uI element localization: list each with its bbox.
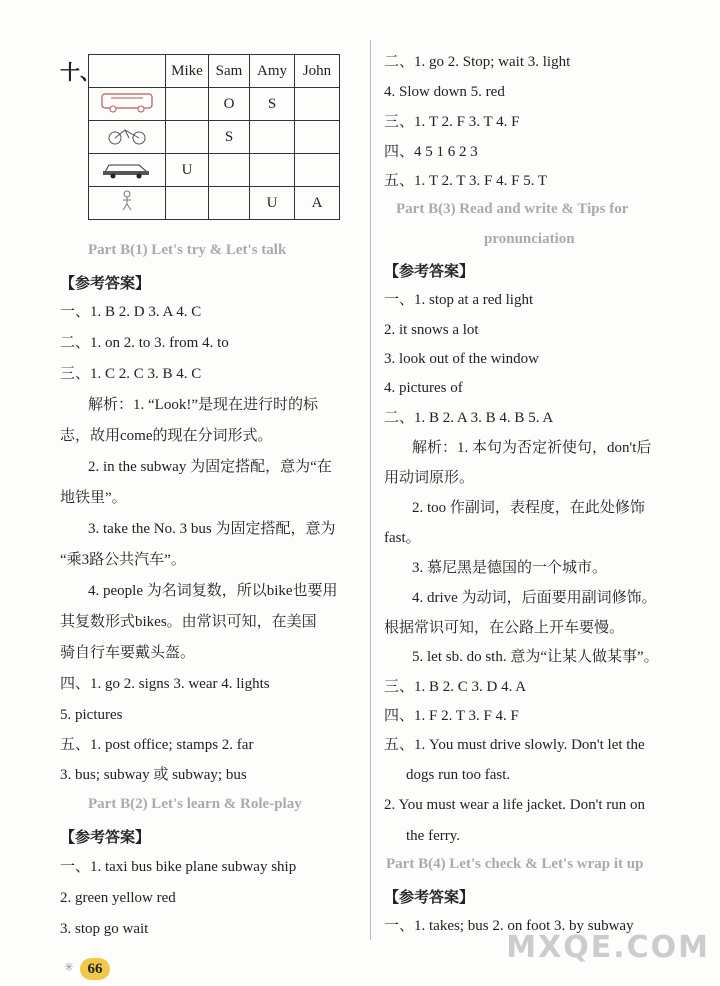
explanation-line: 2. in the subway 为固定搭配，意为“在 [88,459,332,475]
explanation-line: 其复数形式bikes。由常识可知，在美国 [60,614,317,630]
bus-icon [89,88,166,121]
section-10-label: 十、 [60,62,100,84]
table-cell [166,121,209,154]
part-b3-heading: Part B(3) Read and write & Tips for [396,201,629,217]
star-icon: ✳ [64,960,75,974]
table-cell: S [209,121,250,154]
transport-table [88,54,340,220]
table-cell [295,88,340,121]
answer-line: 三、1. C 2. C 3. B 4. C [60,366,202,382]
answer-line: 4. pictures of [384,380,463,396]
explanation-line: 解析：1. “Look!”是现在进行时的标 [88,397,318,413]
column-divider [370,40,371,940]
header-john: John [295,55,340,88]
explanation-line: 4. people 为名词复数，所以bike也要用 [88,583,338,599]
table-row [89,187,340,220]
table-cell [166,187,209,220]
answer-line: dogs run too fast. [406,767,511,783]
answer-label: 【参考答案】 [60,830,151,846]
answer-line: 一、1. taxi bus bike plane subway ship [60,859,297,875]
answer-line: 三、1. B 2. C 3. D 4. A [384,679,527,695]
answer-line: 二、1. go 2. Stop; wait 3. light [384,54,571,70]
answer-line: 3. look out of the window [384,351,539,367]
answer-label: 【参考答案】 [384,890,475,906]
table-cell: U [250,187,295,220]
table-cell: O [209,88,250,121]
table-cell [209,187,250,220]
table-row [89,121,340,154]
answer-line: 3. stop go wait [60,921,149,937]
table-cell: S [250,88,295,121]
explanation-line: 2. too 作副词，表程度，在此处修饰 [412,500,645,516]
table-cell [250,121,295,154]
explanation-line: 骑自行车要戴头盔。 [60,645,196,661]
page-number: 66 [80,958,110,980]
table-cell [209,154,250,187]
table-cell [295,121,340,154]
part-b4-heading: Part B(4) Let's check & Let's wrap it up [386,856,644,872]
header-sam: Sam [209,55,250,88]
table-cell [250,154,295,187]
answer-line: 四、1. F 2. T 3. F 4. F [384,708,519,724]
answer-label: 【参考答案】 [60,276,151,292]
bicycle-icon [89,121,166,154]
explanation-line: 4. drive 为动词，后面要用副词修饰。 [412,590,657,606]
answer-line: 2. it snows a lot [384,322,479,338]
answer-line: 一、1. stop at a red light [384,292,534,308]
answer-line: 五、1. You must drive slowly. Don't let the [384,737,645,753]
explanation-line: 3. 慕尼黑是德国的一个城市。 [412,560,608,576]
table-row [89,88,340,121]
answer-line: 五、1. T 2. T 3. F 4. F 5. T [384,173,548,189]
answer-label: 【参考答案】 [384,264,475,280]
explanation-line: “乘3路公共汽车”。 [60,552,186,568]
answer-line: 二、1. B 2. A 3. B 4. B 5. A [384,410,554,426]
table-cell: U [166,154,209,187]
answer-line: 二、1. on 2. to 3. from 4. to [60,335,229,351]
answer-line: 2. You must wear a life jacket. Don't run on [384,797,645,813]
part-b1-heading: Part B(1) Let's try & Let's talk [88,242,287,258]
answer-line: 四、4 5 1 6 2 3 [384,144,478,160]
answer-line: 三、1. T 2. F 3. T 4. F [384,114,520,130]
answer-line: 5. pictures [60,707,123,723]
watermark: MXQE.COM [506,930,710,965]
answer-line: 4. Slow down 5. red [384,84,505,100]
answer-line: 2. green yellow red [60,890,176,906]
answer-line: 一、1. takes; bus 2. on foot 3. by subway [384,918,634,934]
explanation-line: 3. take the No. 3 bus 为固定搭配，意为 [88,521,336,537]
header-amy: Amy [250,55,295,88]
explanation-line: fast。 [384,530,421,546]
explanation-line: 解析：1. 本句为否定祈使句，don't后 [412,440,652,456]
answer-line: 3. bus; subway 或 subway; bus [60,767,247,783]
explanation-line: 5. let sb. do sth. 意为“让某人做某事”。 [412,649,659,665]
walking-person-icon [89,187,166,220]
table-cell: A [295,187,340,220]
explanation-line: 用动词原形。 [384,470,475,486]
explanation-line: 志，故用come的现在分词形式。 [60,428,273,444]
answer-line: 四、1. go 2. signs 3. wear 4. lights [60,676,270,692]
header-mike: Mike [166,55,209,88]
table-header-row [89,55,340,88]
table-cell [295,154,340,187]
answer-line: 一、1. B 2. D 3. A 4. C [60,304,202,320]
explanation-line: 根据常识可知，在公路上开车要慢。 [384,620,625,636]
car-icon [89,154,166,187]
table-row [89,154,340,187]
part-b2-heading: Part B(2) Let's learn & Role-play [88,796,302,812]
answer-line: the ferry. [406,828,460,844]
table-cell [166,88,209,121]
answer-line: 五、1. post office; stamps 2. far [60,737,254,753]
explanation-line: 地铁里”。 [60,490,127,506]
part-b3-heading-cont: pronunciation [484,231,575,247]
